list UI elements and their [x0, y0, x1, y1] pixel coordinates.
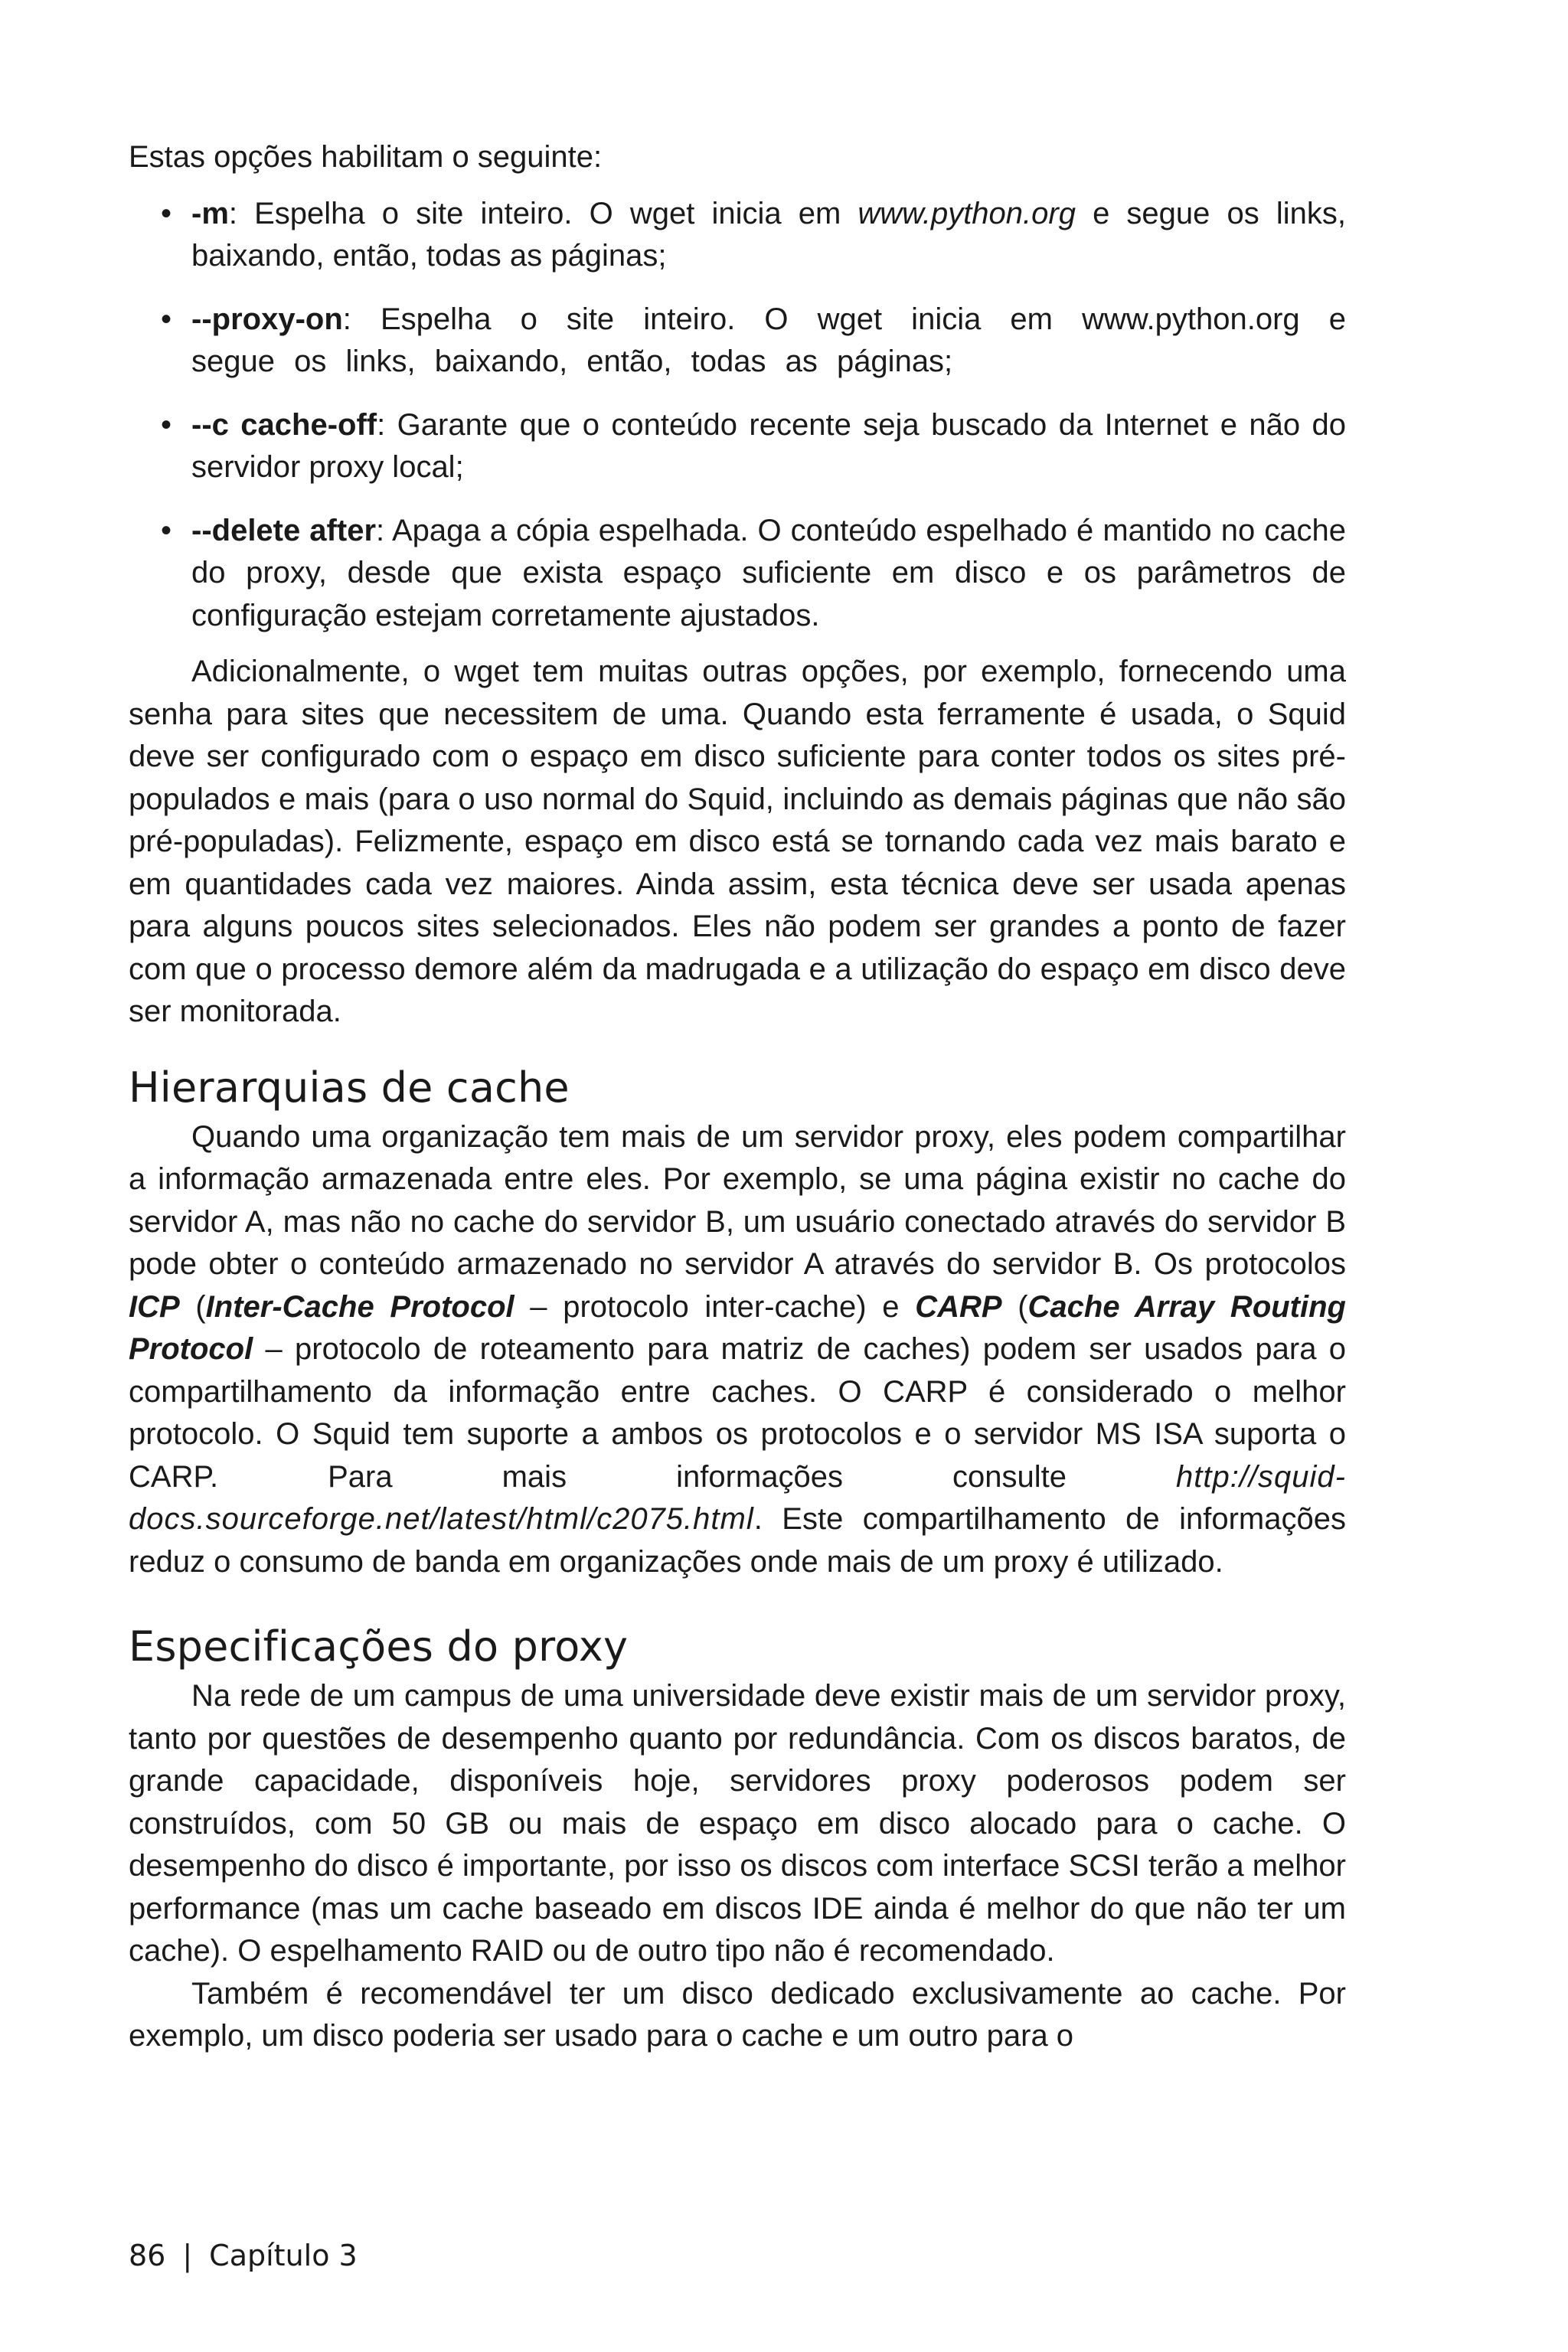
hierarchies-text-4: ( [1001, 1289, 1028, 1324]
section-heading-specs: Especificações do proxy [129, 1622, 629, 1671]
bullet-dot-icon: • [161, 196, 172, 230]
page-number: 86 [129, 2239, 166, 2272]
list-item-cache-off [129, 404, 1346, 489]
paragraph-specs-2: Também é recomendável ter um disco dedicado exclusivamente ao cache. Por exemplo, um disco poderia ser usado para o cache e um outro para o [129, 1976, 1346, 2053]
option-link: www.python.org [858, 196, 1076, 230]
option-description-end: e segue os links, baixando, então, todas as páginas; [191, 196, 1346, 273]
icp-full-term: Inter-Cache Protocol [205, 1289, 514, 1324]
hierarchies-text-1: Quando uma organização tem mais de um servidor proxy, eles podem compartilhar a informação armazenada entre eles. Por exemplo, se uma página existir no cache do servidor A, mas não no cache do servidor B, um usuário conectado através do servidor B pode obter o conteúdo armazenado no servidor A através do servidor B. Os protocolos [129, 1119, 1346, 1281]
bullet-dot-icon: • [161, 407, 172, 442]
page-body [129, 136, 1346, 2058]
option-term: --delete after [191, 513, 377, 547]
icp-term: ICP [129, 1289, 180, 1324]
option-term: --proxy-on [191, 302, 343, 336]
option-description: : Garante que o conteúdo recente seja buscado da Internet e não do servidor proxy local; [191, 407, 1347, 484]
chapter-label: Capítulo 3 [209, 2239, 358, 2272]
list-item-delete-after [129, 510, 1346, 638]
carp-term: CARP [915, 1289, 1002, 1324]
option-term: -m [191, 196, 229, 230]
hierarchies-text-2: ( [179, 1289, 206, 1324]
option-description: : Apaga a cópia espelhada. O conteúdo espelhado é mantido no cache do proxy, desde que exista espaço suficiente em disco e os parâmetros de configuração estejam corretamente ajustados. [191, 513, 1346, 632]
carp-full-term: Cache Array Routing Protocol [129, 1289, 1346, 1366]
squid-docs-url: http://squid-docs.sourceforge.net/latest/html/c2075.html [129, 1459, 1346, 1536]
bullet-dot-icon: • [161, 302, 172, 336]
hierarchies-text-6: . Este compartilhamento de informações reduz o consumo de banda em organizações onde mais de um proxy é utilizado. [129, 1502, 1346, 1579]
footer-separator: | [182, 2239, 193, 2272]
paragraph-hierarchies [129, 1116, 1346, 1584]
option-description: : Espelha o site inteiro. O wget inicia em www.python.org e segue os links, baixando, então, todas as páginas; [191, 302, 1346, 378]
option-description: : Espelha o site inteiro. O wget inicia em [228, 196, 858, 230]
section-heading-hierarchies: Hierarquias de cache [129, 1063, 570, 1112]
list-item-m [129, 193, 1346, 278]
hierarchies-text-3: – protocolo inter-cache) e [514, 1289, 916, 1324]
intro-text: Estas opções habilitam o seguinte: [129, 140, 603, 174]
paragraph-wget: Adicionalmente, o wget tem muitas outras opções, por exemplo, fornecendo uma senha para sites que necessitem de uma. Quando esta ferramente é usada, o Squid deve ser configurado com o espaço em disco suficiente para conter todos os sites pré-populados e mais (para o uso normal do Squid, incluindo as demais páginas que não são pré-populadas). Felizmente, espaço em disco está se tornando cada vez mais barato e em quantidades cada vez maiores. Ainda assim, esta técnica deve ser usada apenas para alguns poucos sites selecionados. Eles não podem ser grandes a ponto de fazer com que o processo demore além da madrugada e a utilização do espaço em disco deve ser monitorada. [129, 655, 1346, 1028]
page-footer [129, 2237, 358, 2274]
bullet-dot-icon: • [161, 513, 172, 547]
hierarchies-text-5: – protocolo de roteamento para matriz de caches) podem ser usados para o compartilhamento da informação entre caches. O CARP é considerado o melhor protocolo. O Squid tem suporte a ambos os protocolos e o servidor MS ISA suporta o CARP. Para mais informações consulte [129, 1332, 1346, 1494]
option-term: --c cache-off [191, 407, 377, 442]
options-list [129, 193, 1346, 638]
paragraph-specs-1: Na rede de um campus de uma universidade deve existir mais de um servidor proxy, tanto por questões de desempenho quanto por redundância. Com os discos baratos, de grande capacidade, disponíveis hoje, servidores proxy poderosos podem ser construídos, com 50 GB ou mais de espaço em disco alocado para o cache. O desempenho do disco é importante, por isso os discos com interface SCSI terão a melhor performance (mas um cache baseado em discos IDE ainda é melhor do que não ter um cache). O espelhamento RAID ou de outro tipo não é recomendado. [129, 1679, 1346, 1968]
list-item-proxy-on [129, 299, 1346, 384]
